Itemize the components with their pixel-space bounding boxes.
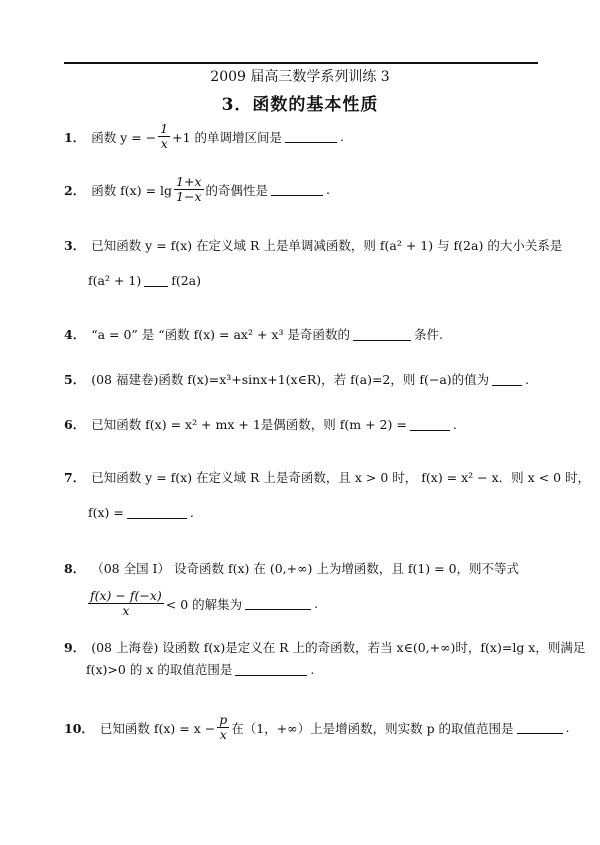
question-text: 已知函数 y = f(x) 在定义域 R 上是单调减函数，则 f(a² + 1) 与 f(2a) 的大小关系是 bbox=[91, 238, 563, 253]
question-6 bbox=[64, 415, 457, 433]
question-1 bbox=[64, 122, 344, 151]
question-3 bbox=[64, 236, 562, 254]
end-mark: . bbox=[340, 129, 344, 144]
question-number: 3． bbox=[64, 238, 86, 253]
question-2 bbox=[64, 175, 330, 204]
question-text: (08 福建卷)函数 f(x)=x³+sinx+1(x∈R)，若 f(a)=2，则 f(−a)的值为 bbox=[91, 372, 490, 387]
question-text-2: 的奇偶性是 bbox=[205, 182, 269, 198]
answer-blank[interactable] bbox=[517, 721, 563, 734]
answer-blank[interactable] bbox=[144, 274, 168, 287]
question-10 bbox=[64, 713, 570, 742]
answer-blank[interactable] bbox=[353, 328, 411, 341]
question-text: 函数 y = − bbox=[91, 129, 157, 145]
end-mark: 条件. bbox=[413, 327, 443, 342]
answer-blank[interactable] bbox=[271, 183, 323, 196]
question-text: 已知函数 f(x) = x² + mx + 1是偶函数，则 f(m + 2) = bbox=[91, 417, 407, 432]
answer-blank[interactable] bbox=[492, 373, 522, 386]
answer-blank[interactable] bbox=[235, 663, 307, 676]
question-text-2: 在（1，+∞）上是增函数，则实数 p 的取值范围是 bbox=[231, 720, 514, 736]
question-9-line-2 bbox=[86, 660, 314, 678]
fraction: $\frac{f(x) - f(-x)}{x}$ bbox=[90, 588, 162, 618]
question-text: （08 全国 I） 设奇函数 f(x) 在 (0,+∞) 上为增函数，且 f(1) = 0，则不等式 bbox=[91, 561, 520, 576]
question-8-line-2 bbox=[86, 589, 318, 618]
question-number: 4． bbox=[64, 327, 86, 342]
end-mark: . bbox=[525, 371, 530, 387]
question-number: 5． bbox=[64, 372, 86, 387]
question-5 bbox=[64, 370, 529, 388]
end-mark: . bbox=[189, 505, 194, 520]
expression: f(x) = bbox=[88, 505, 124, 520]
fraction: $\frac{p}{x}$ bbox=[219, 712, 228, 742]
end-mark: . bbox=[314, 596, 319, 611]
fraction: $\frac{1}{x}$ bbox=[160, 121, 169, 151]
question-3-line-2 bbox=[88, 273, 201, 288]
question-text: 已知函数 f(x) = x − bbox=[99, 720, 216, 736]
question-9 bbox=[64, 638, 585, 656]
question-7-line-2 bbox=[88, 505, 194, 520]
question-number: 7． bbox=[64, 470, 86, 485]
header-rule bbox=[64, 62, 538, 64]
doc-header: 2009 届高三数学系列训练 3 bbox=[210, 69, 390, 85]
end-mark: . bbox=[326, 182, 331, 197]
expression-right: f(2a) bbox=[171, 273, 202, 288]
question-number: 8． bbox=[64, 561, 86, 576]
question-text-2: f(x)>0 的 x 的取值范围是 bbox=[86, 662, 233, 677]
question-number: 9． bbox=[64, 640, 86, 655]
page-title: 3．函数的基本性质 bbox=[221, 95, 379, 115]
question-text-2: < 0 的解集为 bbox=[165, 596, 243, 612]
question-text: (08 上海卷) 设函数 f(x)是定义在 R 上的奇函数，若当 x∈(0,+∞)时，f(x)=lg x，则满足 bbox=[91, 640, 586, 655]
question-8 bbox=[64, 559, 519, 577]
question-text-2: +1 的单调增区间是 bbox=[172, 129, 282, 145]
expression-left: f(a² + 1) bbox=[88, 273, 142, 288]
question-number: 2． bbox=[64, 182, 86, 198]
question-7 bbox=[64, 468, 590, 486]
answer-blank[interactable] bbox=[285, 130, 337, 143]
question-text: “a = 0” 是 “函数 f(x) = ax² + x³ 是奇函数的 bbox=[91, 327, 350, 342]
question-text: 已知函数 y = f(x) 在定义域 R 上是奇函数，且 x > 0 时， f(x) = x² − x．则 x < 0 时， bbox=[91, 470, 591, 485]
answer-blank[interactable] bbox=[127, 506, 187, 519]
answer-blank[interactable] bbox=[245, 597, 311, 610]
fraction: $\frac{1+x}{1-x}$ bbox=[176, 174, 202, 204]
question-text: 函数 f(x) = lg bbox=[91, 182, 173, 198]
answer-blank[interactable] bbox=[410, 418, 450, 431]
question-number: 1． bbox=[64, 129, 86, 145]
end-mark: . bbox=[452, 416, 457, 432]
end-mark: . bbox=[310, 661, 315, 677]
question-number: 10． bbox=[64, 720, 94, 736]
question-4 bbox=[64, 325, 443, 343]
end-mark: . bbox=[565, 720, 570, 735]
question-number: 6． bbox=[64, 417, 86, 432]
